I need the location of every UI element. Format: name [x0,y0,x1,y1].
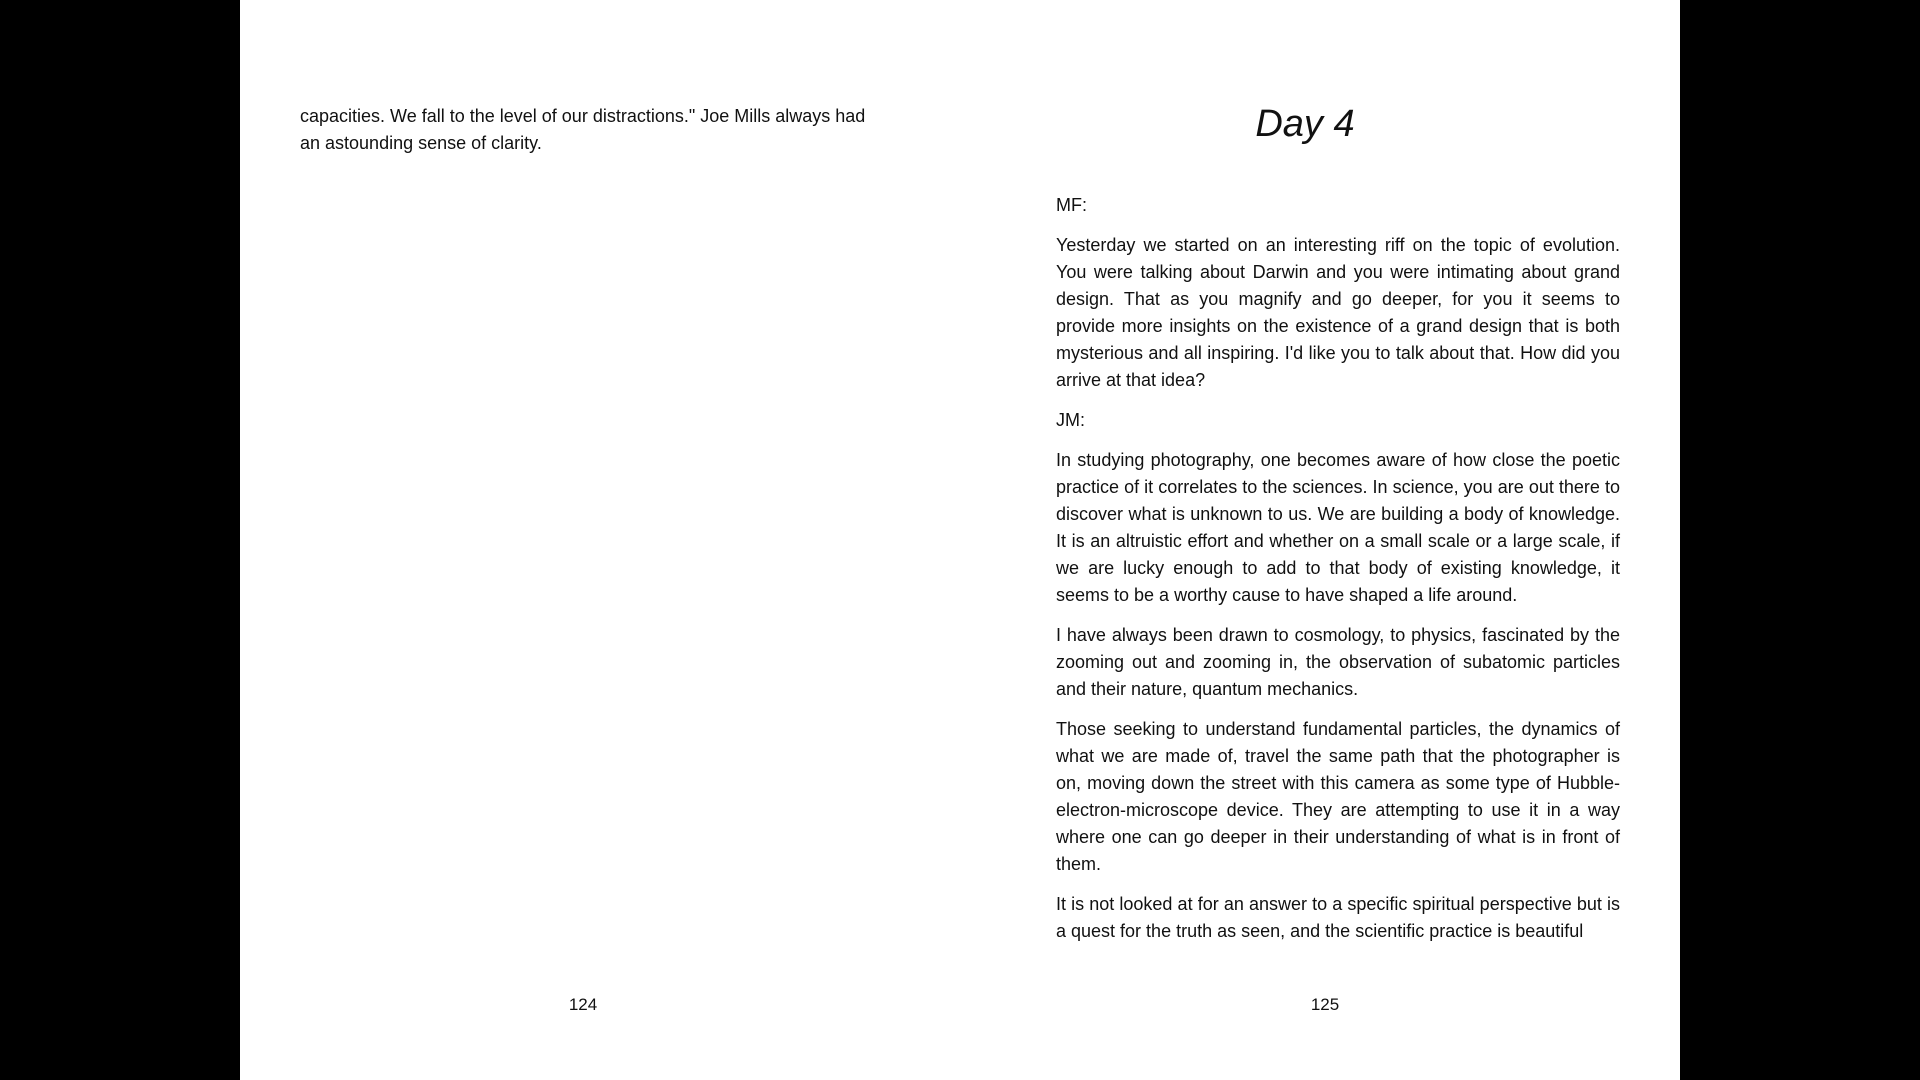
right-page-number: 125 [1310,995,1340,1014]
paragraph: In studying photography, one becomes aware of how close the poetic practice of it correlates to the sciences. In science, you are out there to discover what is unknown to us. We are building a body of knowledge. It is an altruistic effort and whether on a small scale or a large scale, if we are lucky enough to add to that body of existing knowledge, it seems to be a worthy cause to have shaped a life around. [1056,450,1620,605]
right-page [960,0,1680,1080]
left-page [240,0,960,1080]
speaker-label-jm: JM: [1056,410,1085,430]
left-page-number: 124 [568,995,598,1014]
paragraph: Those seeking to understand fundamental particles, the dynamics of what we are made of, travel the same path that the photographer is on, moving down the street with this camera as some type of Hubble-electron-microscope device. They are attempting to use it in a way where one can go deeper in their understanding of what is in front of them. [1056,719,1620,874]
right-page-body [1056,192,1620,958]
paragraph: I have always been drawn to cosmology, to physics, fascinated by the zooming out and zooming in, the observation of subatomic particles and their nature, quantum mechanics. [1056,625,1620,699]
speaker-label-mf: MF: [1056,195,1087,215]
left-page-text: capacities. We fall to the level of our distractions." Joe Mills always had an astounding sense of clarity. [300,106,866,153]
page-spread [240,0,1680,1080]
chapter-title: Day 4 [1255,103,1355,145]
paragraph: It is not looked at for an answer to a specific spiritual perspective but is a quest for the truth as seen, and the scientific practice is beautiful [1056,894,1620,941]
paragraph: Yesterday we started on an interesting riff on the topic of evolution. You were talking about Darwin and you were intimating about grand design. That as you magnify and go deeper, for you it seems to provide more insights on the existence of a grand design that is both mysterious and all inspiring. I'd like you to talk about that. How did you arrive at that idea? [1056,235,1620,390]
